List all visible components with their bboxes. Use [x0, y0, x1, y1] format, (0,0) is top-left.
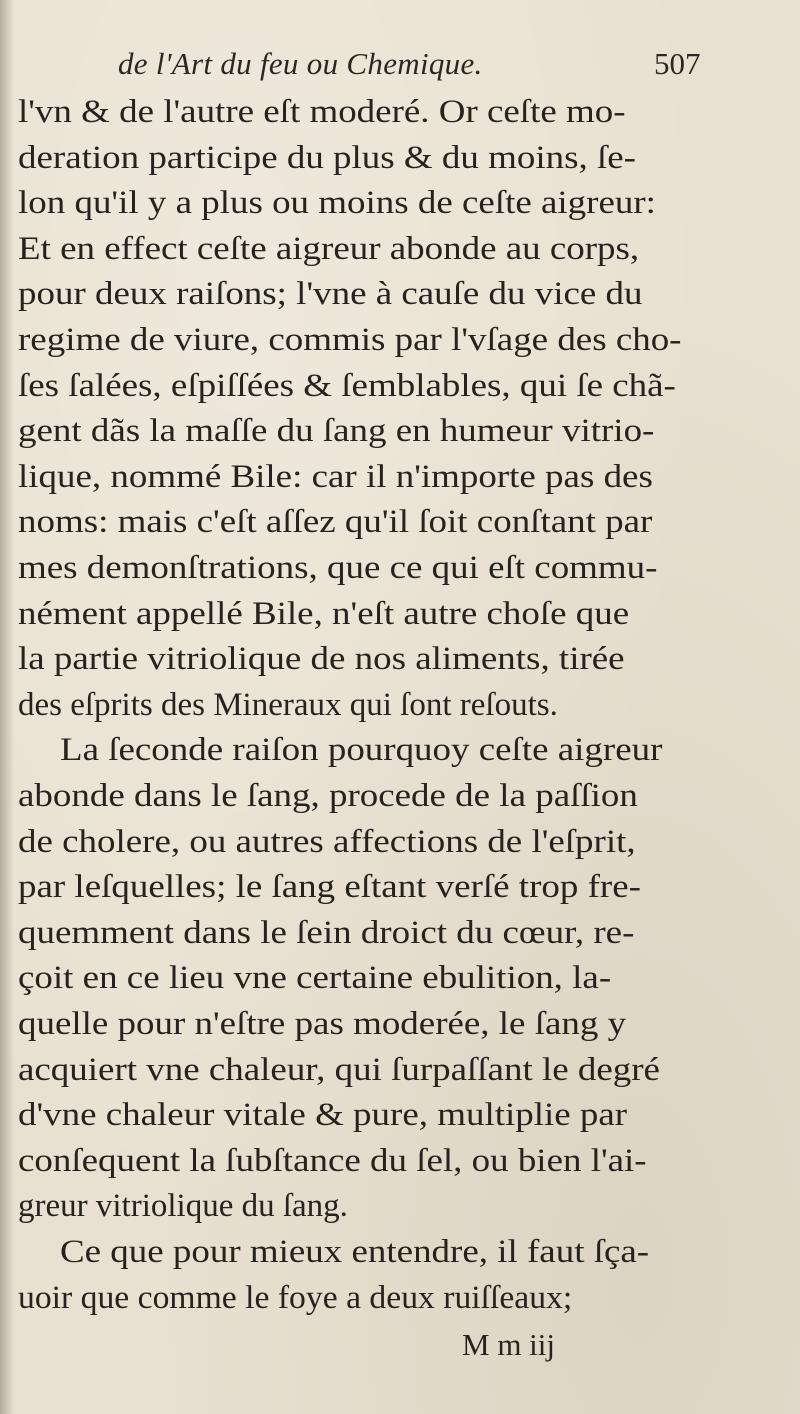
- page-number: 507: [654, 46, 701, 81]
- text-line: noms: mais c'eſt aſſez qu'il ſoit conſtant par: [18, 504, 653, 541]
- text-line: La ſeconde raiſon pourquoy ceſte aigreur: [60, 732, 663, 769]
- text-line: regime de viure, commis par l'vſage des cho-: [18, 322, 682, 358]
- text-line: par leſquelles; le ſang eſtant verſé trop fre-: [18, 869, 641, 906]
- text-line: l'vn & de l'autre eſt moderé. Or ceſte mo-: [18, 94, 626, 130]
- text-line: gent dãs la maſſe du ſang en humeur vitrio-: [18, 413, 655, 450]
- text-line: Ce que pour mieux entendre, il faut ſça-: [60, 1234, 650, 1270]
- page-header: [0, 42, 800, 92]
- text-line: lon qu'il y a plus ou moins de ceſte aigreur:: [18, 185, 656, 222]
- text-line: uoir que comme le foye a deux ruiſſeaux;: [18, 1279, 573, 1316]
- text-line: acquiert vne chaleur, qui ſurpaſſant le degré: [18, 1051, 660, 1088]
- text-line: deration participe du plus & du moins, ſe-: [18, 139, 636, 176]
- text-line: de cholere, ou autres affections de l'eſprit,: [18, 823, 636, 860]
- text-line: greur vitriolique du ſang.: [18, 1188, 348, 1225]
- text-line: çoit en ce lieu vne certaine ebulition, la-: [18, 960, 612, 997]
- text-line: conſequent la ſubſtance du ſel, ou bien l'ai-: [18, 1142, 647, 1179]
- gutter-shadow: [0, 0, 14, 1414]
- text-line: la partie vitriolique de nos aliments, tirée: [18, 641, 625, 678]
- text-line: d'vne chaleur vitale & pure, multiplie par: [18, 1097, 628, 1134]
- text-line: nément appellé Bile, n'eſt autre choſe que: [18, 595, 630, 632]
- text-line: mes demonſtrations, que ce qui eſt commu-: [18, 550, 658, 586]
- running-head: de l'Art du feu ou Chemique.: [118, 46, 483, 81]
- text-line: ſes ſalées, eſpiſſées & ſemblables, qui ſe chã-: [18, 367, 676, 404]
- text-line: lique, nommé Bile: car il n'importe pas des: [18, 458, 653, 495]
- text-line: Et en effect ceſte aigreur abonde au corps,: [18, 230, 640, 267]
- text-line: pour deux raiſons; l'vne à cauſe du vice du: [18, 276, 643, 313]
- text-line: des eſprits des Mineraux qui ſont reſouts.: [18, 686, 558, 723]
- text-line: abonde dans le ſang, procede de la paſſion: [18, 778, 638, 814]
- text-line: quelle pour n'eſtre pas moderée, le ſang y: [18, 1006, 627, 1042]
- signature-mark: M m iij: [462, 1327, 556, 1363]
- text-line: quemment dans le ſein droict du cœur, re-: [18, 914, 635, 951]
